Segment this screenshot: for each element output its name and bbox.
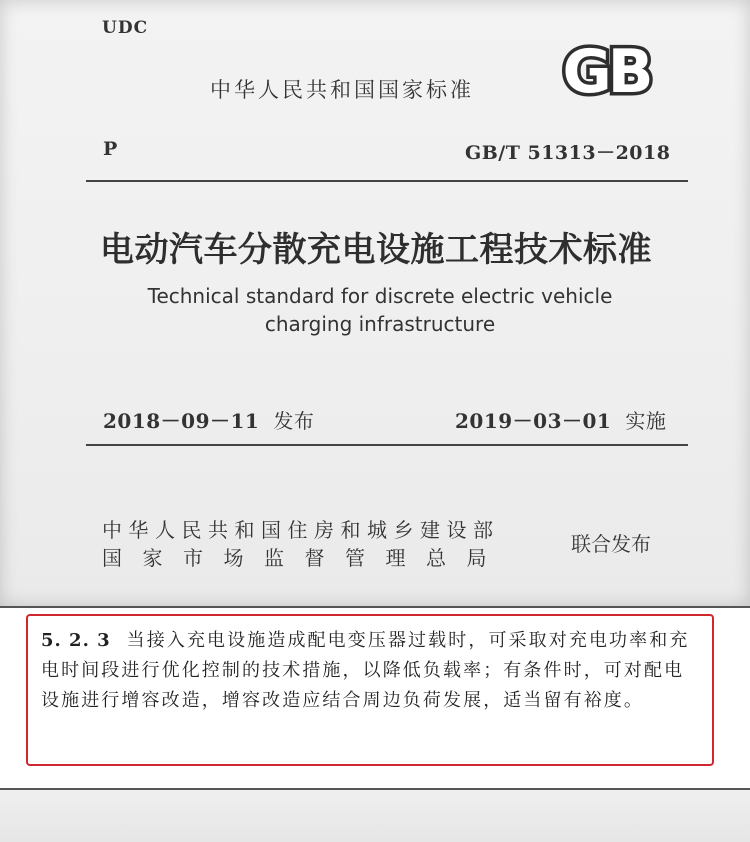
implement-date-value: 2019－03－01: [455, 409, 612, 433]
highlighted-clause: [26, 614, 714, 766]
implement-label: 实施: [625, 409, 667, 433]
standard-number: GB/T 51313－2018: [465, 142, 671, 164]
gb-logo: [548, 38, 664, 102]
issuer-ministry: 中华人民共和国住房和城乡建设部: [102, 518, 500, 542]
title-english-line-2: charging infrastructure: [264, 312, 496, 336]
clause-body: 当接入充电设施造成配电变压器过载时，可采取对充电功率和充电时间段进行优化控制的技术措施，以降低负载率；有条件时，可对配电设施进行增容改造，增容改造应结合周边负荷发展，适当留有裕度。: [41, 630, 690, 711]
bottom-divider: [86, 444, 688, 446]
national-standard-heading: 中华人民共和国国家标准: [210, 78, 474, 102]
next-page-strip: [0, 790, 750, 842]
top-divider: [86, 180, 688, 182]
gb-logo-text: GB: [562, 38, 650, 102]
section-separator-top: [0, 606, 750, 608]
implement-date: [455, 405, 666, 434]
issue-label: 发布: [273, 409, 315, 433]
category-code: P: [103, 138, 118, 160]
joint-issue-label: 联合发布: [571, 532, 651, 556]
clause-number: 5. 2. 3: [41, 630, 111, 651]
issuer-administration: 国家市场监督管理总局: [102, 546, 507, 570]
issue-date-value: 2018－09－11: [103, 409, 260, 433]
title-chinese: 电动汽车分散充电设施工程技术标准: [100, 230, 652, 270]
clause-paragraph: [41, 626, 698, 716]
issue-date: [103, 405, 314, 434]
title-english-line-1: Technical standard for discrete electric vehicle: [147, 284, 613, 308]
udc-label: UDC: [102, 18, 149, 38]
